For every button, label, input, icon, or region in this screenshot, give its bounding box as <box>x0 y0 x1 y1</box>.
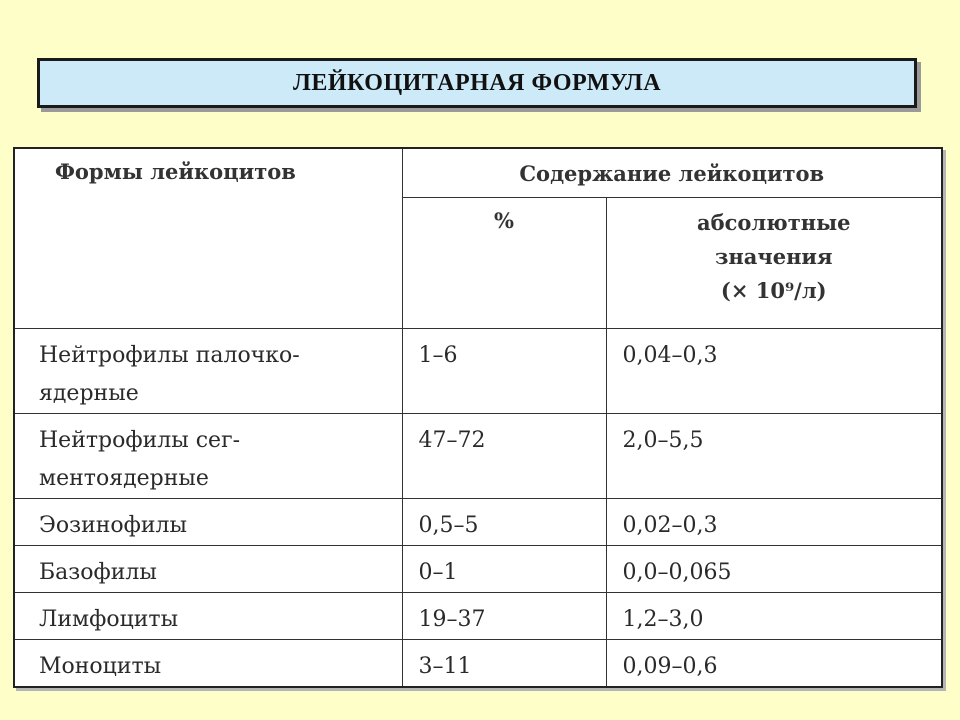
header-content: Содержание лейкоцитов <box>402 149 941 198</box>
table-row <box>15 414 941 499</box>
table-row <box>15 546 941 593</box>
leukocyte-table-container <box>13 147 943 688</box>
cell-form: Моноциты <box>15 640 402 687</box>
title-banner <box>37 58 917 108</box>
cell-form: Эозинофилы <box>15 499 402 546</box>
cell-form: Нейтрофилы сег-ментоядерные <box>15 414 402 499</box>
header-absolute <box>606 198 941 329</box>
cell-percent: 0,5–5 <box>402 499 606 546</box>
cell-absolute: 1,2–3,0 <box>606 593 941 640</box>
table-row <box>15 329 941 414</box>
table-row <box>15 640 941 687</box>
header-forms: Формы лейкоцитов <box>15 149 402 329</box>
cell-form: Базофилы <box>15 546 402 593</box>
cell-form: Нейтрофилы палочко-ядерные <box>15 329 402 414</box>
page-title: ЛЕЙКОЦИТАРНАЯ ФОРМУЛА <box>292 69 662 96</box>
cell-form: Лимфоциты <box>15 593 402 640</box>
cell-percent: 47–72 <box>402 414 606 499</box>
header-absolute-line1: абсолютные <box>696 210 851 235</box>
cell-absolute: 0,09–0,6 <box>606 640 941 687</box>
header-absolute-line3: (× 10⁹/л) <box>720 278 827 303</box>
table-row <box>15 499 941 546</box>
cell-absolute: 0,02–0,3 <box>606 499 941 546</box>
cell-percent: 19–37 <box>402 593 606 640</box>
table-row <box>15 593 941 640</box>
cell-absolute: 2,0–5,5 <box>606 414 941 499</box>
cell-absolute: 0,0–0,065 <box>606 546 941 593</box>
header-percent: % <box>402 198 606 329</box>
cell-percent: 1–6 <box>402 329 606 414</box>
cell-percent: 3–11 <box>402 640 606 687</box>
leukocyte-table <box>15 149 941 686</box>
cell-percent: 0–1 <box>402 546 606 593</box>
cell-absolute: 0,04–0,3 <box>606 329 941 414</box>
header-absolute-line2: значения <box>714 244 833 269</box>
